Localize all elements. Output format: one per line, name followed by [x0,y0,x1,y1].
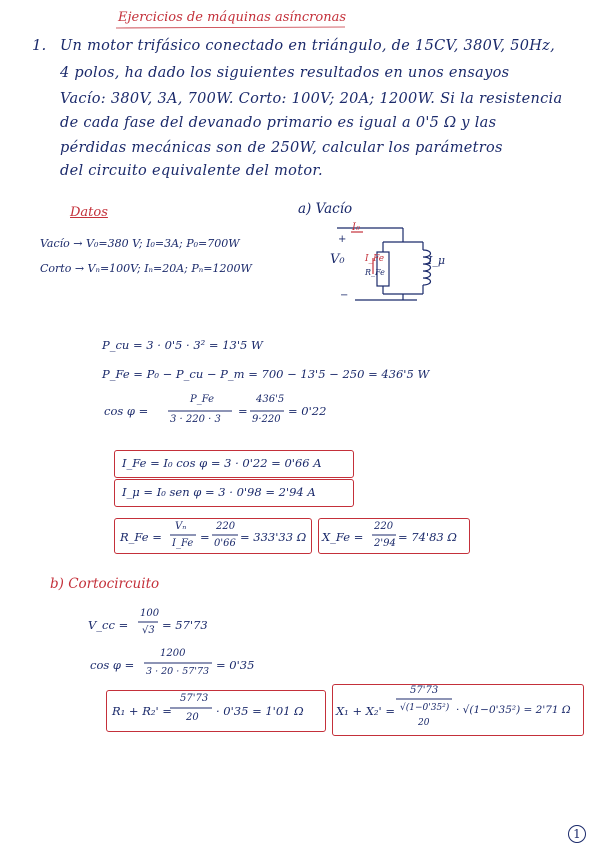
statement-line-3: Vacío: 380V, 3A, 700W. Corto: 100V; 20A; 1200W. Si la resistencia [60,91,563,107]
circuit-imu-label: I_μ [428,254,445,267]
circuit-v0-label: V₀ [330,252,345,267]
eq-cos-mid: = [238,404,248,418]
rfe-den2: 0'66 [214,538,236,549]
datos-corto: Corto → Vₙ=100V; Iₙ=20A; Pₙ=1200W [40,262,252,275]
x-left: X₁ + X₂' = [336,704,395,718]
boxed-imu: I_μ = I₀ sen φ = 3 · 0'98 = 2'94 A [122,485,316,499]
xfe-result: = 74'83 Ω [398,530,457,544]
vcc-den: √3 [142,625,155,636]
vcc-num: 100 [140,608,160,619]
r-result: · 0'35 = 1'01 Ω [216,704,304,718]
page-number: 1 [568,825,586,843]
rfe-eq: = [200,530,210,544]
rfe-num: Vₙ [175,521,187,532]
vcc-left: V_cc = [88,618,129,632]
cos-b-den: 3 · 20 · 57'73 [146,666,210,677]
page-title: Ejercicios de máquinas asíncronas [118,10,347,25]
eq-cos-num: P_Fe [190,394,215,405]
xfe-num: 220 [374,521,394,532]
eq-cos-den: 3 · 220 · 3 [170,414,221,425]
r-left: R₁ + R₂' = [112,704,172,718]
eq-pfe: P_Fe = P₀ − P_cu − P_m = 700 − 13'5 − 250 = 436'5 W [102,367,430,381]
rfe-left: R_Fe = [120,530,162,544]
part-b-label [50,576,159,592]
problem-number: 1. [32,36,47,54]
eq-cos-left: cos φ = [104,404,149,418]
statement-line-1: Un motor trifásico conectado en triángulo, de 15CV, 380V, 50Hz, [60,38,556,54]
circuit-plus: + [338,234,347,245]
rfe-den: I_Fe [172,538,194,549]
statement-line-5: pérdidas mecánicas son de 250W, calcular los parámetros [60,140,503,156]
cos-b-left: cos φ = [90,658,135,672]
x-den: √(1−0'35²) [400,703,450,713]
circuit-rfe-label: R_Fe [365,268,385,277]
r-den: 20 [186,712,199,723]
datos-label: Datos [70,205,108,220]
x-den2: 20 [418,718,430,728]
circuit-i0-label: I₀ [352,222,360,233]
cos-b-num: 1200 [160,648,186,659]
xfe-den: 2'94 [374,538,396,549]
datos-vacio: Vacío → V₀=380 V; I₀=3A; P₀=700W [40,237,240,250]
x-num: 57'73 [410,685,439,696]
eq-pcu: P_cu = 3 · 0'5 · 3² = 13'5 W [102,338,263,352]
x-result: · √(1−0'35²) = 2'71 Ω [456,704,571,716]
statement-line-2: 4 polos, ha dado los siguientes resultados en unos ensayos [60,65,510,81]
statement-line-4: de cada fase del devanado primario es igual a 0'5 Ω y las [60,115,497,131]
eq-cos-num2: 436'5 [256,394,285,405]
rfe-result: = 333'33 Ω [240,530,307,544]
eq-cos-result: = 0'22 [288,404,327,418]
part-b-letter: b) Cortocircuito [50,576,160,592]
cos-b-result: = 0'35 [216,658,255,672]
eq-cos-den2: 9·220 [252,414,281,425]
vcc-result: = 57'73 [162,618,208,632]
circuit-ife-label: I_Fe [365,254,385,264]
statement-line-6: del circuito equivalente del motor. [60,163,323,179]
circuit-minus: − [340,290,349,301]
boxed-ife: I_Fe = I₀ cos φ = 3 · 0'22 = 0'66 A [122,456,322,470]
part-a-label: a) Vacío [298,201,353,217]
r-num: 57'73 [180,693,209,704]
rfe-num2: 220 [216,521,236,532]
xfe-left: X_Fe = [322,530,364,544]
